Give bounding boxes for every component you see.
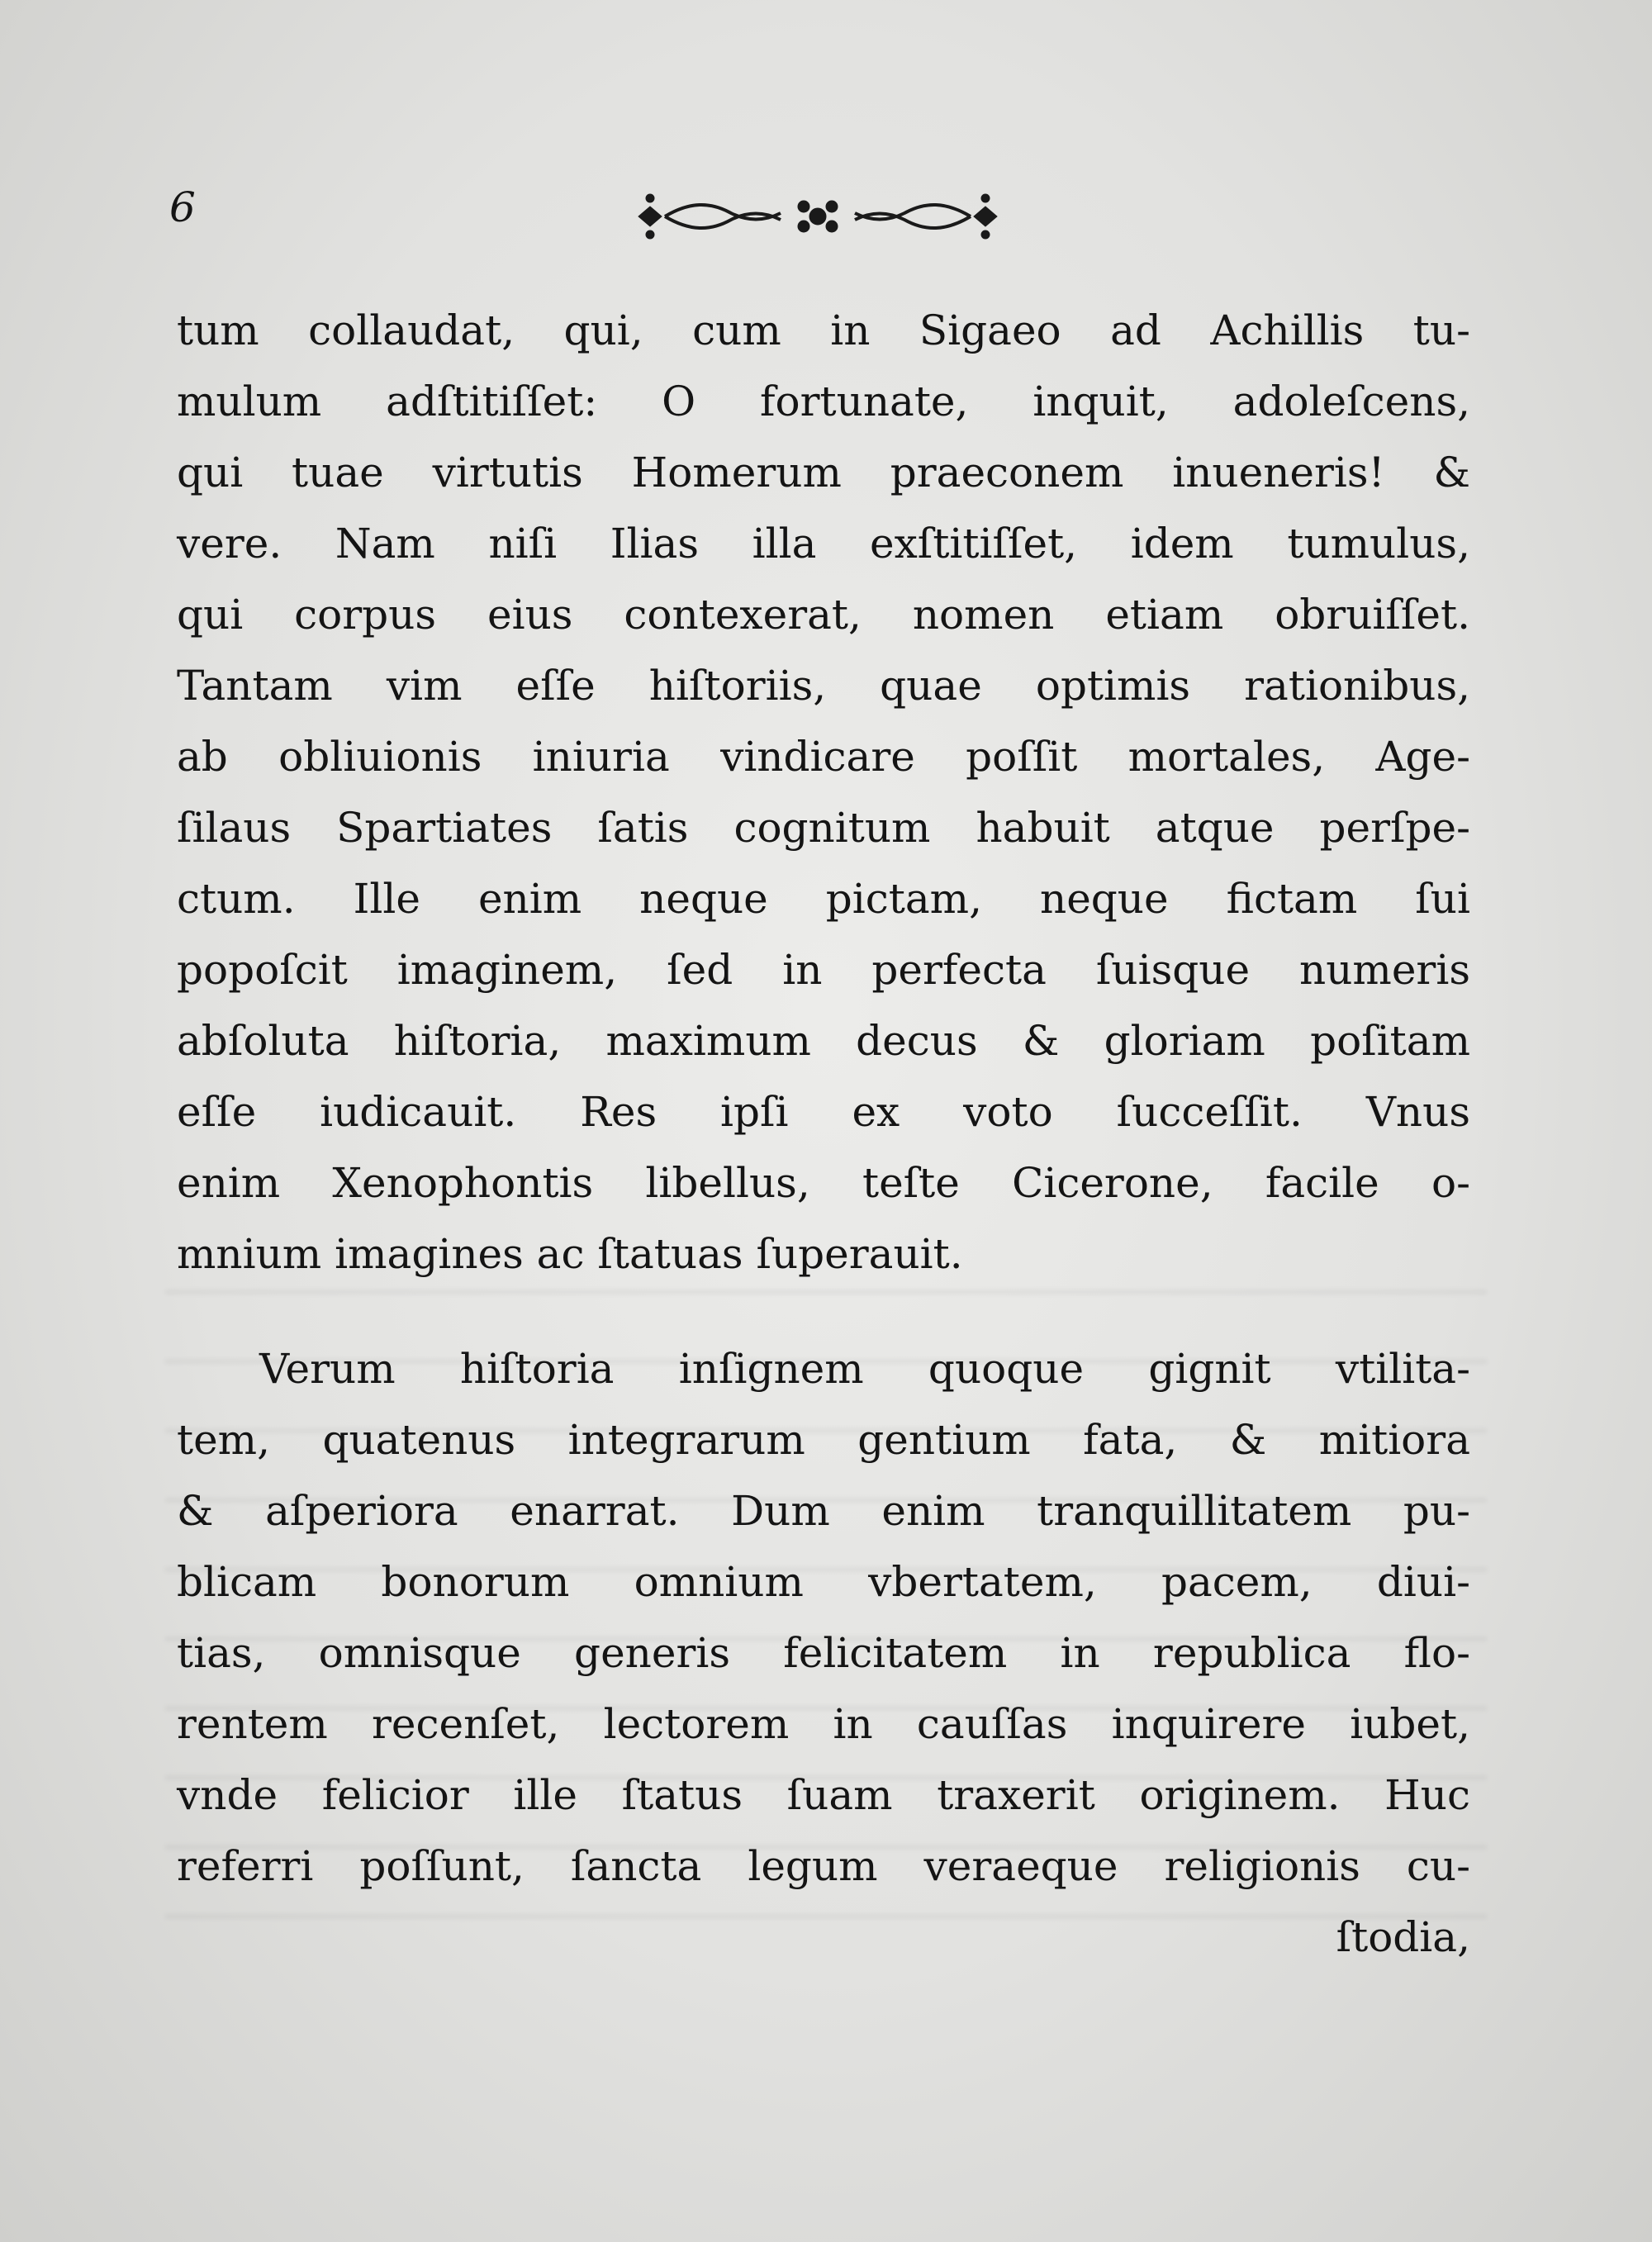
text-line: vere. Nam niſi Ilias illa exſtitiſſet, idem tumulus, xyxy=(177,520,1470,568)
text-line: popoſcit imaginem, ſed in perfecta ſuisque numeris xyxy=(177,946,1470,994)
text-line: tum collaudat, qui, cum in Sigaeo ad Achillis tu- xyxy=(177,306,1470,354)
text-line: ab obliuionis iniuria vindicare poſſit mortales, Age- xyxy=(177,733,1470,781)
text-line: qui tuae virtutis Homerum praeconem inueneris! & xyxy=(177,449,1470,496)
text-line: enim Xenophontis libellus, teſte Cicerone, facile o- xyxy=(177,1159,1470,1207)
text-line: & aſperiora enarrat. Dum enim tranquillitatem pu- xyxy=(177,1487,1470,1535)
paragraph-1 xyxy=(177,295,1470,1290)
text-line: mnium imagines ac ſtatuas ſuperauit. xyxy=(177,1230,963,1278)
text-line: referri poſſunt, ſancta legum veraeque religionis cu- xyxy=(177,1842,1470,1890)
text-line: vnde felicior ille ſtatus ſuam traxerit originem. Huc xyxy=(177,1771,1470,1819)
text-line: Verum hiſtoria inſignem quoque gignit vtilita- xyxy=(259,1345,1470,1393)
text-line: blicam bonorum omnium vbertatem, pacem, diui- xyxy=(177,1558,1470,1606)
paragraph-2 xyxy=(177,1333,1470,1973)
text-line: rentem recenſet, lectorem in cauſſas inquirere iubet, xyxy=(177,1700,1470,1748)
text-line: abſoluta hiſtoria, maximum decus & gloriam poſitam xyxy=(177,1017,1470,1065)
text-line: ctum. Ille enim neque pictam, neque fictam ſui xyxy=(177,875,1470,923)
page-number: 6 xyxy=(169,183,196,231)
ornament-icon xyxy=(632,183,1004,249)
text-line: Tantam vim eſſe hiſtoriis, quae optimis rationibus, xyxy=(177,662,1470,710)
text-line: qui corpus eius contexerat, nomen etiam obruiſſet. xyxy=(177,591,1470,639)
catchword: ſtodia, xyxy=(1336,1913,1470,1961)
text-line: ſilaus Spartiates ſatis cognitum habuit atque perſpe- xyxy=(177,804,1470,852)
text-line: eſſe iudicauit. Res ipſi ex voto ſucceſſit. Vnus xyxy=(177,1088,1470,1136)
text-line: tem, quatenus integrarum gentium fata, & mitiora xyxy=(177,1416,1470,1464)
text-line: tias, omnisque generis felicitatem in republica flo- xyxy=(177,1629,1470,1677)
text-line: mulum adſtitiſſet: O fortunate, inquit, adoleſcens, xyxy=(177,378,1470,425)
